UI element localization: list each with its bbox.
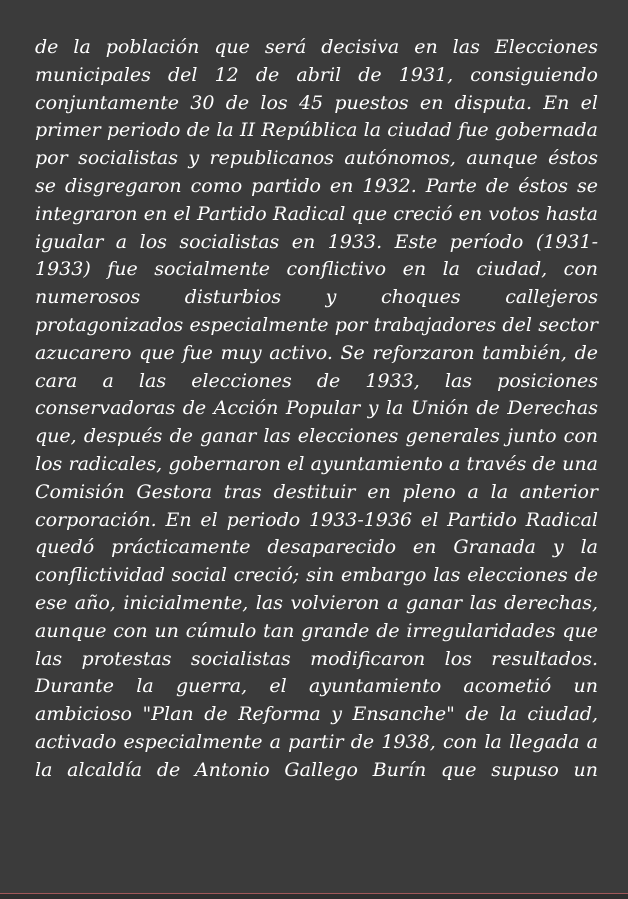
page-bottom-edge [0, 893, 628, 899]
body-paragraph: de la población que será decisiva en las Elecciones municipales del 12 de abril de 1931, consiguiendo conjuntamente 30 de los 45 puestos en disputa. En el primer periodo de la II República la ciudad fue gobernada por socialistas y republicanos autónomos, aunque éstos se disgregaron como partido en 1932. Parte de éstos se integraron en el Partido Radical que creció en votos hasta igualar a los socialistas en 1933. Este período (1931-1933) fue socialmente conflictivo en la ciudad, con numerosos disturbios y choques callejeros protagonizados especialmente por trabajadores del sector azucarero que fue muy activo. Se reforzaron también, de cara a las elecciones de 1933, las posiciones conservadoras de Acción Popular y la Unión de Derechas que, después de ganar las elecciones generales junto con los radicales, gobernaron el ayuntamiento a través de una Comisión Gestora tras destituir en pleno a la anterior corporación. En el periodo 1933-1936 el Partido Radical quedó prácticamente desaparecido en Granada y la conflictividad social creció; sin embargo las elecciones de ese año, inicialmente, las volvieron a ganar las derechas, aunque con un cúmulo tan grande de irregularidades que las protestas socialistas modificaron los resultados. Durante la guerra, el ayuntamiento acometió un ambicioso "Plan de Reforma y Ensanche" de la ciudad, activado especialmente a partir de 1938, con la llegada a la alcaldía de Antonio Gallego Burín que supuso un [35, 36, 598, 781]
